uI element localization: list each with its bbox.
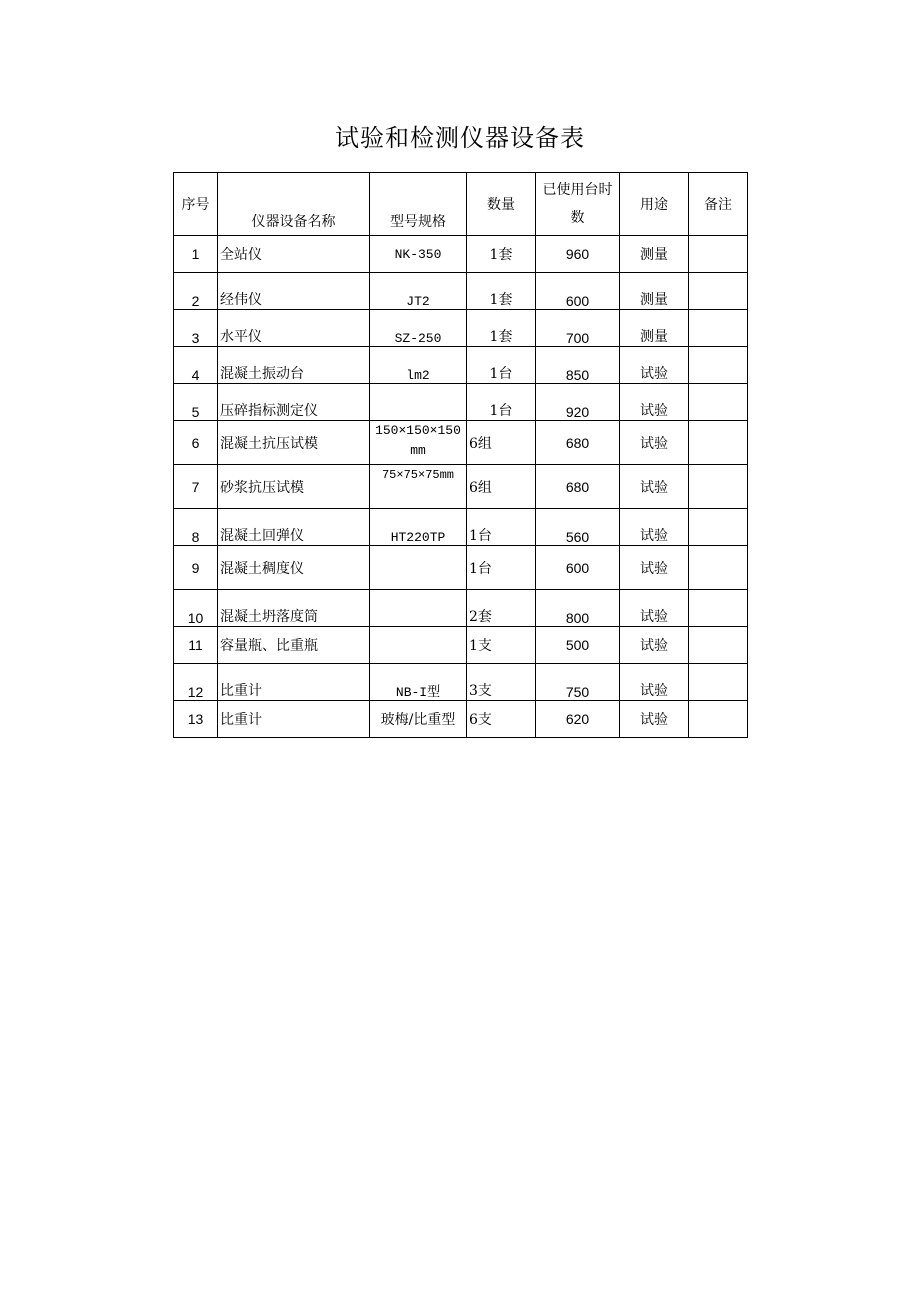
header-name: 仪器设备名称 — [218, 173, 370, 236]
cell-hours: 700 — [536, 310, 620, 347]
cell-use: 试验 — [620, 421, 689, 465]
cell-model: NB-I型 — [370, 664, 467, 701]
cell-model: lm2 — [370, 347, 467, 384]
cell-no: 8 — [174, 509, 218, 546]
cell-qty: 3支 — [467, 664, 536, 701]
cell-no: 9 — [174, 546, 218, 590]
cell-qty: 6支 — [467, 701, 536, 738]
cell-name: 混凝土振动台 — [218, 347, 370, 384]
cell-model — [370, 590, 467, 627]
cell-name: 砂浆抗压试模 — [218, 465, 370, 509]
cell-qty: 1台 — [467, 347, 536, 384]
cell-hours: 620 — [536, 701, 620, 738]
cell-note — [689, 347, 748, 384]
cell-qty: 1套 — [467, 236, 536, 273]
cell-no: 11 — [174, 627, 218, 664]
cell-note — [689, 273, 748, 310]
header-hours-line1: 已使用台时 — [542, 182, 613, 198]
cell-name: 比重计 — [218, 701, 370, 738]
cell-qty: 1台 — [467, 509, 536, 546]
cell-qty: 2套 — [467, 590, 536, 627]
table-header-row — [174, 173, 748, 236]
cell-no: 6 — [174, 421, 218, 465]
cell-note — [689, 664, 748, 701]
cell-qty: 6组 — [467, 465, 536, 509]
cell-model: 玻梅/比重型 — [370, 701, 467, 738]
cell-model: JT2 — [370, 273, 467, 310]
header-hours-line2: 数 — [570, 210, 585, 226]
cell-model — [370, 384, 467, 421]
cell-model: 75×75×75mm — [370, 465, 467, 509]
table-row — [174, 465, 748, 509]
table-row — [174, 347, 748, 384]
cell-use: 试验 — [620, 664, 689, 701]
cell-no: 12 — [174, 664, 218, 701]
cell-note — [689, 627, 748, 664]
cell-hours: 560 — [536, 509, 620, 546]
cell-use: 试验 — [620, 347, 689, 384]
cell-use: 测量 — [620, 273, 689, 310]
cell-note — [689, 546, 748, 590]
cell-hours: 850 — [536, 347, 620, 384]
cell-hours: 920 — [536, 384, 620, 421]
cell-hours: 750 — [536, 664, 620, 701]
table-row — [174, 384, 748, 421]
table-row — [174, 273, 748, 310]
cell-use: 试验 — [620, 701, 689, 738]
cell-name: 混凝土抗压试模 — [218, 421, 370, 465]
cell-model: NK-350 — [370, 236, 467, 273]
cell-name: 全站仪 — [218, 236, 370, 273]
cell-model: HT220TP — [370, 509, 467, 546]
cell-note — [689, 590, 748, 627]
cell-qty: 1套 — [467, 273, 536, 310]
cell-hours: 960 — [536, 236, 620, 273]
cell-use: 试验 — [620, 465, 689, 509]
header-note: 备注 — [689, 173, 748, 236]
header-model: 型号规格 — [370, 173, 467, 236]
cell-use: 试验 — [620, 590, 689, 627]
cell-model — [370, 546, 467, 590]
cell-name: 混凝土回弹仪 — [218, 509, 370, 546]
cell-qty: 1支 — [467, 627, 536, 664]
table-row — [174, 590, 748, 627]
cell-use: 试验 — [620, 627, 689, 664]
cell-model — [370, 627, 467, 664]
equipment-table — [173, 172, 748, 738]
cell-name: 压碎指标测定仪 — [218, 384, 370, 421]
cell-hours: 500 — [536, 627, 620, 664]
cell-no: 3 — [174, 310, 218, 347]
table-row — [174, 627, 748, 664]
document-title: 试验和检测仪器设备表 — [335, 124, 585, 152]
cell-hours: 600 — [536, 546, 620, 590]
cell-name: 比重计 — [218, 664, 370, 701]
table-row — [174, 236, 748, 273]
cell-no: 7 — [174, 465, 218, 509]
cell-no: 5 — [174, 384, 218, 421]
cell-hours: 600 — [536, 273, 620, 310]
table-row — [174, 546, 748, 590]
table-row — [174, 509, 748, 546]
cell-name: 水平仪 — [218, 310, 370, 347]
table-row — [174, 421, 748, 465]
cell-model: 150×150×150mm — [370, 421, 467, 465]
table-row — [174, 664, 748, 701]
cell-no: 2 — [174, 273, 218, 310]
cell-use: 试验 — [620, 384, 689, 421]
cell-qty: 6组 — [467, 421, 536, 465]
cell-note — [689, 701, 748, 738]
cell-hours: 680 — [536, 465, 620, 509]
cell-name: 混凝土坍落度筒 — [218, 590, 370, 627]
header-hours — [536, 173, 620, 236]
cell-note — [689, 421, 748, 465]
cell-use: 试验 — [620, 509, 689, 546]
table-row — [174, 310, 748, 347]
cell-name: 经伟仪 — [218, 273, 370, 310]
cell-note — [689, 310, 748, 347]
cell-name: 混凝土稠度仪 — [218, 546, 370, 590]
cell-note — [689, 465, 748, 509]
table-body — [174, 236, 748, 738]
cell-model: SZ-250 — [370, 310, 467, 347]
header-no: 序号 — [174, 173, 218, 236]
cell-qty: 1台 — [467, 384, 536, 421]
cell-use: 测量 — [620, 236, 689, 273]
cell-hours: 680 — [536, 421, 620, 465]
cell-no: 1 — [174, 236, 218, 273]
cell-name: 容量瓶、比重瓶 — [218, 627, 370, 664]
cell-note — [689, 236, 748, 273]
header-use: 用途 — [620, 173, 689, 236]
cell-use: 测量 — [620, 310, 689, 347]
cell-no: 4 — [174, 347, 218, 384]
header-qty: 数量 — [467, 173, 536, 236]
cell-qty: 1套 — [467, 310, 536, 347]
table-row — [174, 701, 748, 738]
cell-note — [689, 509, 748, 546]
cell-hours: 800 — [536, 590, 620, 627]
cell-no: 10 — [174, 590, 218, 627]
cell-qty: 1台 — [467, 546, 536, 590]
cell-use: 试验 — [620, 546, 689, 590]
cell-no: 13 — [174, 701, 218, 738]
cell-note — [689, 384, 748, 421]
